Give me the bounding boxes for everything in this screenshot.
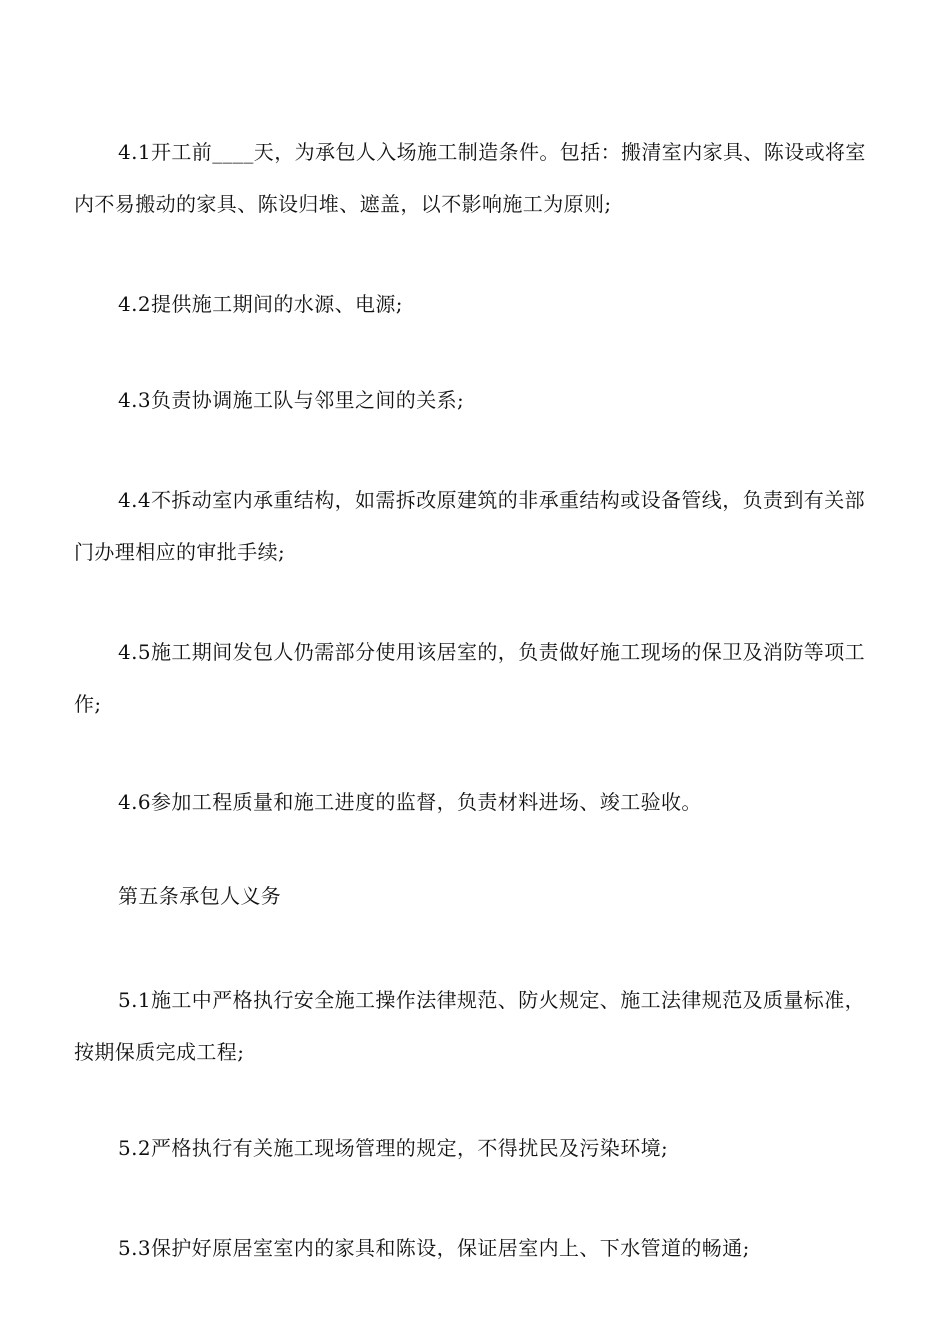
clause-4-6: 4.6参加工程质量和施工进度的监督，负责材料进场、竣工验收。 (118, 790, 702, 814)
clause-5-3: 5.3保护好原居室室内的家具和陈设，保证居室内上、下水管道的畅通; (118, 1236, 750, 1260)
clause-4-3: 4.3负责协调施工队与邻里之间的关系; (118, 388, 465, 412)
clause-4-1: 4.1开工前____天，为承包人入场施工制造条件。包括：搬清室内家具、陈设或将室内不易搬动的家具、陈设归堆、遮盖，以不影响施工为原则; (74, 140, 866, 216)
clause-5-1: 5.1施工中严格执行安全施工操作法律规范、防火规定、施工法律规范及质量标准，按期保质完成工程; (74, 988, 866, 1064)
clause-5-2: 5.2严格执行有关施工现场管理的规定，不得扰民及污染环境; (118, 1136, 669, 1160)
clause-4-2: 4.2提供施工期间的水源、电源; (118, 292, 403, 316)
article-5-heading: 第五条承包人义务 (118, 884, 282, 908)
clause-4-4: 4.4不拆动室内承重结构，如需拆改原建筑的非承重结构或设备管线，负责到有关部门办理相应的审批手续; (74, 488, 866, 564)
clause-4-5: 4.5施工期间发包人仍需部分使用该居室的，负责做好施工现场的保卫及消防等项工作; (74, 640, 866, 716)
